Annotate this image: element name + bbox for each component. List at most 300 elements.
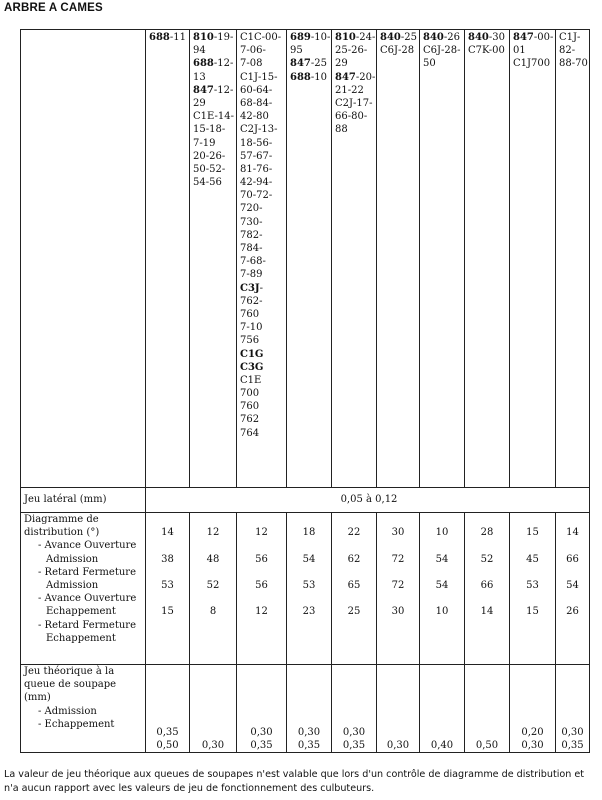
engine-ref-text: -11 bbox=[169, 32, 186, 43]
engine-ref-text: 847 bbox=[290, 58, 311, 70]
footnote: La valeur de jeu théorique aux queues de soupapes n'est valable que lors d'un contrôle de diagramme de distribution et n'a aucun rapport avec les valeurs de jeu de fonctionnement des culbuteurs. bbox=[4, 769, 585, 794]
engine-ref-text: -00 bbox=[488, 45, 505, 57]
engine-ref-text: -25 bbox=[400, 32, 417, 43]
engine-ref-line bbox=[240, 202, 286, 215]
diagramme-sublabel: Admission bbox=[46, 553, 99, 565]
engine-ref-line bbox=[423, 31, 464, 44]
diagramme-value: 26 bbox=[566, 606, 579, 618]
diagramme-value: 15 bbox=[526, 527, 539, 539]
engine-ref-line bbox=[423, 44, 464, 57]
jeu-theorique-value: 0,40 bbox=[430, 739, 454, 751]
diagramme-value: 38 bbox=[161, 553, 174, 565]
engine-ref-line bbox=[513, 44, 555, 57]
spacer bbox=[237, 513, 286, 526]
engine-ref-line bbox=[335, 110, 376, 123]
diagramme-value: 54 bbox=[566, 579, 579, 591]
diagramme-value: 65 bbox=[347, 579, 361, 591]
engine-ref-line bbox=[240, 295, 286, 308]
engine-ref-line bbox=[335, 44, 376, 57]
engine-ref-text: 29 bbox=[193, 97, 206, 109]
diagramme-value: 54 bbox=[302, 553, 316, 565]
jeu-theorique-label-line: Jeu théorique à la bbox=[24, 666, 115, 677]
engine-ref-line bbox=[290, 71, 331, 84]
diagramme-value: 62 bbox=[347, 553, 361, 565]
engine-ref-line bbox=[240, 71, 286, 84]
jeu-theorique-values-cell bbox=[510, 665, 556, 753]
diagramme-value: 30 bbox=[391, 606, 405, 618]
engine-ref-text: C1G bbox=[240, 348, 264, 360]
engine-ref-line bbox=[240, 268, 286, 281]
engine-ref-text: 7-06- bbox=[240, 45, 266, 57]
engine-ref-line bbox=[240, 334, 286, 347]
diagramme-sublabel: - Avance Ouverture bbox=[38, 593, 137, 605]
spacer bbox=[146, 539, 189, 552]
diagramme-sublabel: - Avance Ouverture bbox=[38, 540, 137, 552]
spacer bbox=[237, 592, 286, 605]
diagramme-sublabel: Admission bbox=[46, 579, 99, 591]
engine-ref-line bbox=[193, 123, 236, 136]
diagramme-value: 8 bbox=[209, 606, 217, 618]
engine-ref-text: -28 bbox=[398, 45, 415, 57]
engine-ref-text: 840 bbox=[423, 32, 444, 43]
diagramme-values-cell bbox=[332, 513, 377, 665]
diagramme-value: 30 bbox=[391, 527, 405, 539]
diagramme-value: 52 bbox=[206, 579, 220, 591]
diagramme-value: 14 bbox=[161, 527, 174, 539]
diagramme-value: 53 bbox=[302, 579, 316, 591]
spacer bbox=[465, 592, 509, 605]
engine-ref-text: 762 bbox=[240, 414, 260, 426]
spacer bbox=[420, 592, 464, 605]
engine-ref-line bbox=[468, 44, 509, 57]
engine-ref-text: C1J700 bbox=[513, 58, 551, 70]
jeu-theorique-label-line: - Echappement bbox=[38, 718, 115, 730]
engine-ref-text: 847 bbox=[335, 71, 356, 83]
engine-ref-line bbox=[423, 57, 464, 70]
engine-ref-text: -24- bbox=[355, 32, 376, 43]
engine-ref-text: 762- bbox=[240, 295, 263, 307]
engine-ref-line bbox=[240, 176, 286, 189]
engine-ref-text: 15-18- bbox=[193, 124, 226, 136]
engine-ref-line bbox=[240, 216, 286, 229]
engine-ref-line bbox=[240, 282, 286, 295]
engine-ref-text: 25-26- bbox=[335, 45, 368, 57]
jeu-theorique-value: 0,30 bbox=[521, 739, 544, 751]
engine-ref-line bbox=[193, 71, 236, 84]
engine-ref-line bbox=[240, 163, 286, 176]
spacer bbox=[287, 566, 331, 579]
diagramme-value: 25 bbox=[347, 606, 361, 618]
engine-ref-text: - bbox=[259, 282, 264, 294]
spacer bbox=[420, 539, 464, 552]
engine-column-header bbox=[237, 30, 287, 488]
engine-ref-line bbox=[335, 84, 376, 97]
engine-ref-text: -25 bbox=[310, 58, 327, 70]
engine-ref-line bbox=[380, 44, 419, 57]
engine-ref-text: 730- bbox=[240, 216, 263, 228]
engine-ref-text: 688 bbox=[290, 71, 311, 83]
engine-ref-text: 760 bbox=[240, 308, 260, 320]
engine-ref-text: -20- bbox=[355, 71, 376, 83]
engine-ref-text: C3J bbox=[240, 282, 260, 294]
diagramme-value: 56 bbox=[255, 553, 268, 565]
diagramme-values-cell bbox=[287, 513, 332, 665]
engine-ref-text: 688 bbox=[193, 58, 214, 70]
engine-ref-line bbox=[240, 255, 286, 268]
diagramme-label bbox=[21, 513, 146, 665]
diagramme-value: 48 bbox=[206, 553, 220, 565]
engine-ref-text: 95 bbox=[290, 45, 303, 57]
diagramme-values-cell bbox=[465, 513, 510, 665]
engine-ref-line bbox=[149, 31, 189, 44]
diagramme-value: 56 bbox=[255, 579, 268, 591]
jeu-theorique-value: 0,20 bbox=[521, 726, 544, 738]
engine-ref-text: 50-52- bbox=[193, 163, 226, 175]
diagramme-sublabel: - Retard Fermeture bbox=[38, 566, 136, 578]
engine-ref-text: -13- bbox=[258, 124, 278, 136]
spacer bbox=[377, 513, 419, 526]
engine-ref-text: 88 bbox=[335, 124, 348, 136]
jeu-theorique-value: 0,50 bbox=[156, 739, 179, 751]
diagramme-value: 52 bbox=[480, 553, 494, 565]
spacer bbox=[556, 513, 589, 526]
engine-ref-line bbox=[240, 348, 286, 361]
engine-ref-text: 68-84- bbox=[240, 97, 273, 109]
engine-ref-text: 29 bbox=[335, 58, 348, 70]
diagramme-value: 22 bbox=[347, 527, 361, 539]
spacer bbox=[332, 539, 376, 552]
spacer bbox=[287, 539, 331, 552]
engine-ref-text: 700 bbox=[240, 388, 260, 400]
engine-ref-line bbox=[240, 400, 286, 413]
engine-ref-line bbox=[513, 31, 555, 44]
engine-ref-text: 94 bbox=[193, 45, 206, 57]
header-empty-cell bbox=[21, 30, 146, 488]
engine-column-header bbox=[287, 30, 332, 488]
page-title: ARBRE A CAMES bbox=[4, 2, 103, 14]
diagramme-values-cell bbox=[556, 513, 590, 665]
engine-ref-line bbox=[240, 374, 286, 387]
engine-ref-text: 66-80- bbox=[335, 111, 368, 123]
spacer bbox=[190, 592, 236, 605]
engine-ref-line bbox=[335, 57, 376, 70]
engine-ref-text: -26 bbox=[443, 32, 460, 43]
engine-column-header bbox=[377, 30, 420, 488]
jeu-theorique-label-line: - Admission bbox=[38, 705, 97, 717]
diagramme-value: 53 bbox=[526, 579, 539, 591]
engine-ref-text: -30 bbox=[488, 32, 505, 43]
engine-ref-line bbox=[193, 44, 236, 57]
engine-ref-text: -15- bbox=[258, 71, 278, 83]
engine-ref-text: -10 bbox=[310, 71, 327, 83]
diagramme-sublabel: Echappement bbox=[46, 606, 116, 618]
engine-ref-text: C2J bbox=[335, 97, 354, 109]
diagramme-value: 14 bbox=[480, 606, 494, 618]
diagramme-values-cell bbox=[190, 513, 237, 665]
engine-ref-text: C6J bbox=[423, 45, 442, 57]
spacer bbox=[377, 592, 419, 605]
engine-ref-text: C7K bbox=[468, 45, 489, 57]
engine-ref-line bbox=[193, 163, 236, 176]
engine-ref-text: -19- bbox=[213, 32, 234, 43]
engine-ref-text: 810 bbox=[193, 32, 214, 43]
engine-ref-text: -10- bbox=[310, 32, 331, 43]
engine-ref-text: C1E bbox=[240, 374, 262, 386]
engine-ref-line bbox=[240, 97, 286, 110]
engine-ref-text: 688 bbox=[149, 32, 170, 43]
spacer bbox=[510, 539, 555, 552]
engine-ref-line bbox=[513, 57, 555, 70]
camshaft-spec-table bbox=[20, 29, 590, 753]
engine-ref-text: C1J bbox=[240, 71, 259, 83]
engine-ref-line bbox=[240, 427, 286, 440]
engine-ref-line bbox=[240, 242, 286, 255]
jeu-theorique-row bbox=[21, 665, 590, 753]
engine-ref-text: C1C bbox=[240, 32, 262, 43]
jeu-lateral-label: Jeu latéral (mm) bbox=[21, 488, 146, 513]
diagramme-value: 12 bbox=[255, 527, 268, 539]
engine-ref-text: 81-76- bbox=[240, 163, 273, 175]
engine-ref-line bbox=[240, 31, 286, 44]
engine-ref-line bbox=[240, 84, 286, 97]
engine-ref-text: C6J bbox=[380, 45, 399, 57]
engine-ref-text: 7-08 bbox=[240, 58, 263, 70]
spacer bbox=[510, 513, 555, 526]
diagramme-value: 15 bbox=[526, 606, 539, 618]
spacer bbox=[420, 513, 464, 526]
engine-ref-text: 847 bbox=[193, 84, 214, 96]
engine-column-header bbox=[465, 30, 510, 488]
engine-ref-text: 42-80 bbox=[240, 111, 269, 123]
engine-ref-line bbox=[240, 123, 286, 136]
jeu-theorique-value: 0,35 bbox=[342, 739, 366, 751]
engine-ref-line bbox=[335, 31, 376, 44]
diagramme-value: 66 bbox=[480, 579, 494, 591]
jeu-lateral-row bbox=[21, 488, 590, 513]
jeu-lateral-value: 0,05 à 0,12 bbox=[146, 488, 590, 513]
engine-ref-line bbox=[240, 57, 286, 70]
engine-ref-text: -12- bbox=[213, 58, 234, 70]
jeu-theorique-label-line: queue de soupape bbox=[24, 679, 117, 691]
spacer bbox=[377, 539, 419, 552]
engine-ref-text: 756 bbox=[240, 335, 260, 347]
engine-ref-text: 847 bbox=[513, 32, 534, 43]
jeu-theorique-value: 0,50 bbox=[475, 739, 499, 751]
jeu-theorique-label-line: (mm) bbox=[24, 692, 51, 704]
diagramme-values-cell bbox=[237, 513, 287, 665]
spacer bbox=[190, 539, 236, 552]
diagramme-value: 14 bbox=[566, 527, 579, 539]
engine-ref-line bbox=[240, 150, 286, 163]
engine-ref-text: C1J bbox=[559, 32, 578, 43]
engine-ref-line bbox=[335, 123, 376, 136]
jeu-theorique-value: 0,30 bbox=[250, 726, 273, 738]
engine-ref-line bbox=[240, 387, 286, 400]
engine-ref-line bbox=[193, 137, 236, 150]
jeu-theorique-values-cell bbox=[237, 665, 287, 753]
engine-ref-text: C2J bbox=[240, 124, 259, 136]
diagramme-value: 53 bbox=[161, 579, 174, 591]
jeu-theorique-values-cell bbox=[465, 665, 510, 753]
engine-ref-text: 57-67- bbox=[240, 150, 273, 162]
engine-ref-line bbox=[240, 110, 286, 123]
spacer bbox=[332, 566, 376, 579]
engine-ref-text: 840 bbox=[380, 32, 401, 43]
engine-ref-text: 689 bbox=[290, 32, 311, 43]
engine-ref-text: 720- bbox=[240, 203, 263, 215]
engine-ref-line bbox=[468, 31, 509, 44]
spacer bbox=[510, 592, 555, 605]
engine-ref-text: 840 bbox=[468, 32, 489, 43]
jeu-theorique-value: 0,30 bbox=[386, 739, 410, 751]
engine-ref-line bbox=[335, 97, 376, 110]
engine-ref-line bbox=[240, 361, 286, 374]
diagramme-values-cell bbox=[510, 513, 556, 665]
engine-ref-line bbox=[290, 31, 331, 44]
jeu-theorique-value: 0,30 bbox=[297, 726, 321, 738]
jeu-theorique-values-cell bbox=[146, 665, 190, 753]
diagramme-value: 28 bbox=[480, 527, 494, 539]
engine-ref-text: 50 bbox=[423, 58, 436, 70]
engine-ref-text: 54-56 bbox=[193, 177, 222, 189]
engine-ref-text: 20-26- bbox=[193, 150, 226, 162]
jeu-theorique-value: 0,35 bbox=[156, 726, 179, 738]
engine-ref-text: 60-64- bbox=[240, 84, 273, 96]
diagramme-title-line: distribution (°) bbox=[24, 527, 100, 539]
engine-column-header bbox=[146, 30, 190, 488]
engine-ref-text: -17- bbox=[353, 97, 373, 109]
engine-ref-line bbox=[290, 57, 331, 70]
engine-ref-text: 7-19 bbox=[193, 137, 216, 149]
engine-ref-line bbox=[240, 308, 286, 321]
diagramme-value: 66 bbox=[566, 553, 579, 565]
spacer bbox=[332, 592, 376, 605]
engine-ref-text: -12- bbox=[213, 84, 234, 96]
engine-column-header bbox=[510, 30, 556, 488]
spacer bbox=[465, 513, 509, 526]
spacer bbox=[465, 566, 509, 579]
engine-ref-text: 760 bbox=[240, 401, 260, 413]
diagramme-value: 54 bbox=[435, 579, 449, 591]
spacer bbox=[556, 592, 589, 605]
engine-ref-text: 42-94- bbox=[240, 177, 273, 189]
jeu-theorique-values-cell bbox=[420, 665, 465, 753]
spacer bbox=[510, 566, 555, 579]
engine-ref-line bbox=[290, 44, 331, 57]
spacer bbox=[190, 566, 236, 579]
diagramme-value: 54 bbox=[435, 553, 449, 565]
spacer bbox=[287, 513, 331, 526]
diagramme-values-cell bbox=[146, 513, 190, 665]
engine-ref-text: 782- bbox=[240, 229, 263, 241]
spacer bbox=[190, 513, 236, 526]
engine-ref-line bbox=[380, 31, 419, 44]
engine-ref-text: 01 bbox=[513, 45, 526, 57]
diagramme-value: 15 bbox=[161, 606, 174, 618]
diagramme-title-line: Diagramme de bbox=[24, 514, 99, 525]
diagramme-value: 18 bbox=[302, 527, 316, 539]
engine-ref-line bbox=[240, 321, 286, 334]
jeu-theorique-value: 0,35 bbox=[250, 739, 273, 751]
diagramme-values-cell bbox=[377, 513, 420, 665]
jeu-theorique-value: 0,30 bbox=[342, 726, 366, 738]
engine-ref-text: 7-68- bbox=[240, 256, 266, 268]
jeu-theorique-values-cell bbox=[556, 665, 590, 753]
engine-ref-line bbox=[193, 176, 236, 189]
engine-column-header bbox=[556, 30, 590, 488]
diagramme-value: 45 bbox=[526, 553, 539, 565]
engine-ref-text: 764 bbox=[240, 427, 260, 439]
engine-ref-line bbox=[240, 44, 286, 57]
engine-header-row bbox=[21, 30, 590, 488]
engine-ref-text: C3G bbox=[240, 361, 264, 373]
engine-ref-line bbox=[335, 71, 376, 84]
jeu-theorique-values-cell bbox=[377, 665, 420, 753]
engine-ref-text: -28- bbox=[441, 45, 461, 57]
engine-ref-text: -14- bbox=[214, 111, 234, 123]
engine-ref-line bbox=[193, 150, 236, 163]
engine-ref-line bbox=[240, 413, 286, 426]
engine-column-header bbox=[332, 30, 377, 488]
diagramme-sublabel: Echappement bbox=[46, 632, 116, 644]
diagramme-value: 10 bbox=[435, 527, 449, 539]
jeu-theorique-value: 0,30 bbox=[561, 726, 584, 738]
spacer bbox=[146, 592, 189, 605]
diagramme-value: 72 bbox=[391, 579, 405, 591]
spacer bbox=[146, 513, 189, 526]
diagramme-sublabel: - Retard Fermeture bbox=[38, 619, 136, 631]
jeu-theorique-value: 0,30 bbox=[201, 739, 225, 751]
engine-ref-text: -82- bbox=[559, 32, 581, 57]
engine-column-header bbox=[190, 30, 237, 488]
jeu-theorique-label bbox=[21, 665, 146, 753]
spacer bbox=[332, 513, 376, 526]
engine-ref-text: 18-56- bbox=[240, 137, 273, 149]
spacer bbox=[237, 566, 286, 579]
engine-ref-text: 70-72- bbox=[240, 190, 273, 202]
engine-ref-line bbox=[559, 57, 589, 70]
engine-column-header bbox=[420, 30, 465, 488]
spacer bbox=[377, 566, 419, 579]
diagramme-value: 12 bbox=[206, 527, 220, 539]
engine-ref-line bbox=[559, 31, 589, 57]
engine-ref-text: 88-70 bbox=[559, 58, 588, 70]
engine-ref-line bbox=[193, 110, 236, 123]
diagramme-value: 10 bbox=[435, 606, 449, 618]
diagramme-values-cell bbox=[420, 513, 465, 665]
diagramme-value: 23 bbox=[302, 606, 316, 618]
jeu-theorique-values-cell bbox=[190, 665, 237, 753]
engine-ref-line bbox=[193, 31, 236, 44]
engine-ref-text: C1E bbox=[193, 111, 215, 123]
jeu-theorique-values-cell bbox=[332, 665, 377, 753]
engine-ref-text: 7-89 bbox=[240, 269, 263, 281]
engine-ref-text: 21-22 bbox=[335, 84, 364, 96]
spacer bbox=[146, 566, 189, 579]
engine-ref-line bbox=[240, 137, 286, 150]
engine-ref-line bbox=[193, 84, 236, 97]
engine-ref-line bbox=[240, 229, 286, 242]
diagramme-row bbox=[21, 513, 590, 665]
engine-ref-line bbox=[193, 57, 236, 70]
spacer bbox=[465, 539, 509, 552]
spacer bbox=[556, 539, 589, 552]
engine-ref-text: 7-10 bbox=[240, 322, 263, 334]
spacer bbox=[237, 539, 286, 552]
engine-ref-text: 784- bbox=[240, 243, 263, 254]
engine-ref-line bbox=[193, 97, 236, 110]
jeu-theorique-values-cell bbox=[287, 665, 332, 753]
